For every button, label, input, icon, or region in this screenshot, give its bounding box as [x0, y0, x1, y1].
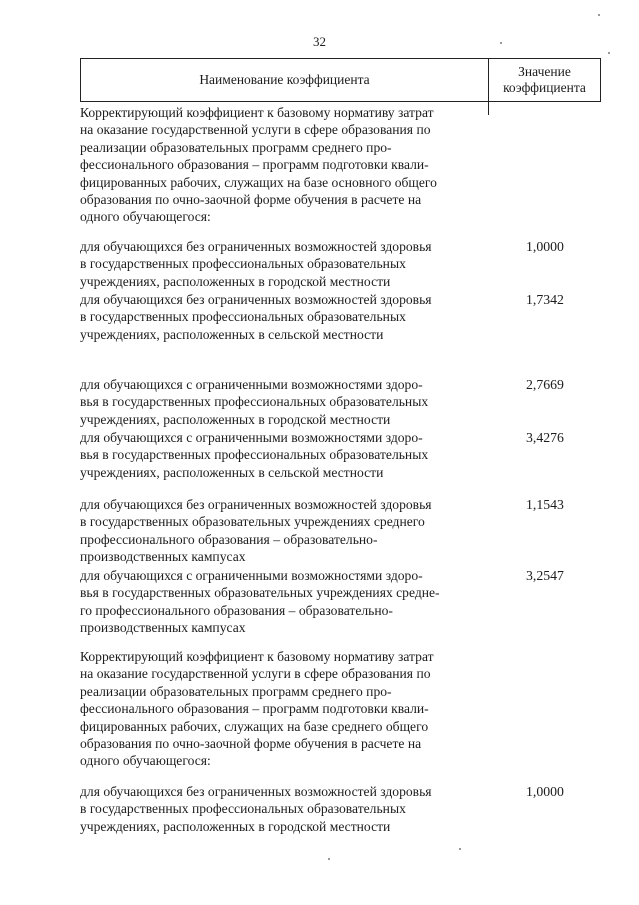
coefficient-row-text: для обучающихся без ограниченных возможностей здоровья в государственных образовательных учреждениях среднего профессионального образования – образовательно- производственных кампусах [80, 497, 432, 565]
column-divider [488, 101, 489, 115]
coefficient-row-text: для обучающихся с ограниченными возможностями здоро- вья в государственных образовательных учреждениях средне- го профессионального образования – образовательно- производственных кампусах [80, 568, 440, 636]
table-header [80, 58, 601, 102]
page-number: 32 [313, 34, 326, 49]
scan-speck [459, 848, 461, 850]
column-header-name: Наименование коэффициента [81, 59, 489, 101]
column-header-value: Значение коэффициента [503, 64, 586, 95]
scan-speck [328, 858, 330, 860]
coefficient-row-text: для обучающихся без ограниченных возможностей здоровья в государственных профессиональных образовательных учреждениях, расположенных в городской местности [80, 784, 432, 834]
coefficient-value: 2,7669 [526, 377, 564, 392]
coefficient-value: 1,7342 [526, 292, 564, 307]
coefficient-row-text: для обучающихся без ограниченных возможностей здоровья в государственных профессиональных образовательных учреждениях, расположенных в сельской местности [80, 292, 432, 342]
section-intro-secondary-general: Корректирующий коэффициент к базовому нормативу затрат на оказание государственной услуги в сфере образования по реализации образовательных программ среднего про- фессионального образования – программ подготовки квали- фицированных рабочих, служащих на базе среднего общего образования по очно-заочной форме обучения в расчете на одного обучающегося: [80, 649, 434, 769]
section-intro-basic-general: Корректирующий коэффициент к базовому нормативу затрат на оказание государственной услуги в сфере образования по реализации образовательных программ среднего про- фессионального образования – программ подготовки квали- фицированных рабочих, служащих на базе основного общего образования по очно-заочной форме обучения в расчете на одного обучающегося: [80, 105, 437, 225]
scan-speck [608, 52, 610, 54]
coefficient-value: 3,4276 [526, 430, 564, 445]
coefficient-value: 1,0000 [526, 239, 564, 254]
coefficient-value: 3,2547 [526, 568, 564, 583]
coefficient-row-text: для обучающихся с ограниченными возможностями здоро- вья в государственных профессиональных образовательных учреждениях, расположенных в городской местности [80, 377, 429, 427]
coefficient-row-text: для обучающихся без ограниченных возможностей здоровья в государственных профессиональных образовательных учреждениях, расположенных в городской местности [80, 239, 432, 289]
coefficient-value: 1,1543 [526, 497, 564, 512]
scan-speck [598, 14, 600, 16]
scan-speck [500, 42, 502, 44]
coefficient-row-text: для обучающихся с ограниченными возможностями здоро- вья в государственных профессиональных образовательных учреждениях, расположенных в сельской местности [80, 430, 429, 480]
coefficient-value: 1,0000 [526, 784, 564, 799]
